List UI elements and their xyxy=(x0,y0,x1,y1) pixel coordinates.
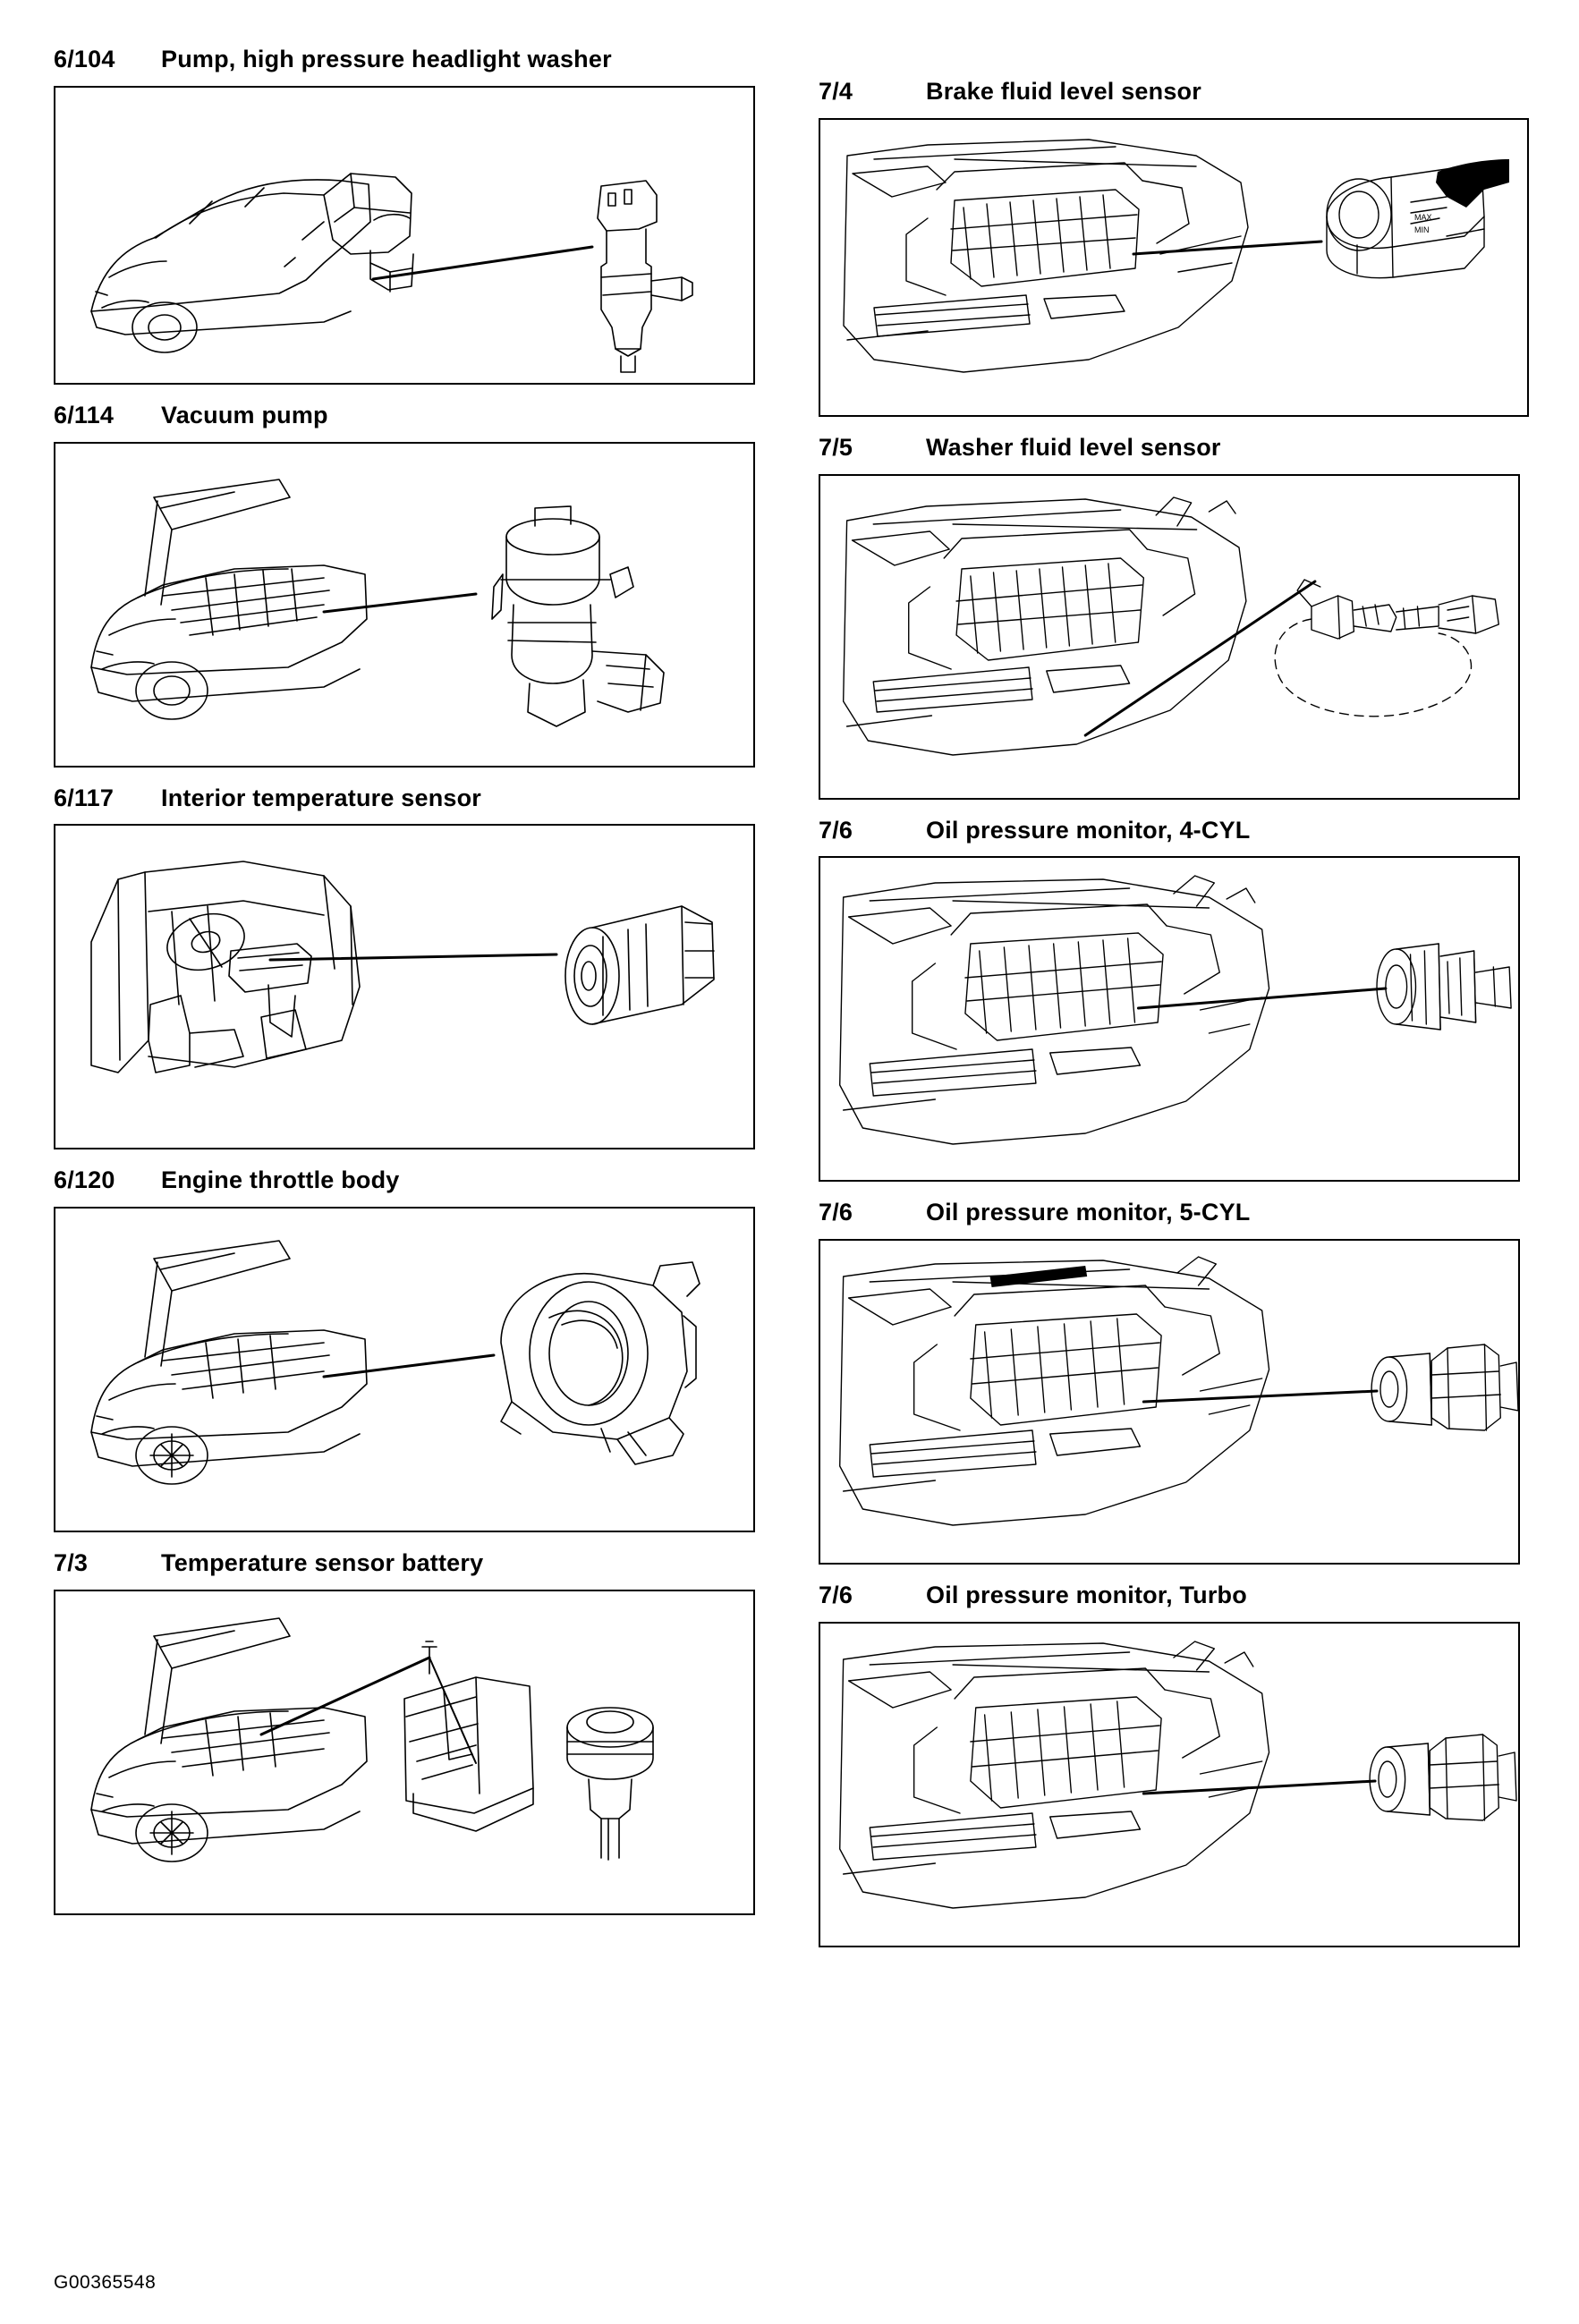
right-column xyxy=(819,77,1525,1964)
figure-interior-temperature-sensor xyxy=(54,824,755,1149)
entry-title: Brake fluid level sensor xyxy=(926,78,1201,105)
entry-number: 7/4 xyxy=(819,78,853,105)
entry-number: 7/3 xyxy=(54,1549,89,1576)
svg-text:MAX: MAX xyxy=(1414,212,1432,222)
entry-number: 7/6 xyxy=(819,816,853,844)
entry-oil-pressure-monitor-turbo xyxy=(819,1581,1525,1947)
document-footer-code: G00365548 xyxy=(54,2272,157,2293)
entry-number: 7/6 xyxy=(819,1199,853,1226)
entry-brake-fluid-level-sensor xyxy=(819,77,1525,417)
entry-number: 7/5 xyxy=(819,433,853,461)
figure-washer-fluid-level-sensor xyxy=(819,474,1520,800)
figure-vacuum-pump xyxy=(54,442,755,768)
figure-pump-high-pressure-headlight-washer xyxy=(54,86,755,385)
entry-number: 7/6 xyxy=(819,1582,853,1608)
entry-vacuum-pump xyxy=(54,401,765,768)
entry-title: Interior temperature sensor xyxy=(161,784,482,811)
figure-brake-fluid-level-sensor xyxy=(819,118,1529,417)
figure-oil-pressure-monitor-4cyl xyxy=(819,856,1520,1182)
entry-number: 6/104 xyxy=(54,46,115,72)
entry-header xyxy=(54,401,765,431)
entry-title: Pump, high pressure headlight washer xyxy=(161,46,612,72)
entry-header xyxy=(54,1548,765,1579)
left-column xyxy=(54,45,765,1964)
entry-title: Oil pressure monitor, Turbo xyxy=(926,1582,1247,1608)
entry-oil-pressure-monitor-5cyl xyxy=(819,1198,1525,1565)
entry-header xyxy=(54,1166,765,1196)
entry-pump-high-pressure-headlight-washer xyxy=(54,45,765,385)
entry-temperature-sensor-battery xyxy=(54,1548,765,1915)
entry-title: Washer fluid level sensor xyxy=(926,433,1221,461)
entry-header xyxy=(819,77,1525,107)
entry-title: Oil pressure monitor, 4-CYL xyxy=(926,816,1251,844)
entry-interior-temperature-sensor xyxy=(54,784,765,1150)
entry-oil-pressure-monitor-4cyl xyxy=(819,816,1525,1183)
entry-title: Oil pressure monitor, 5-CYL xyxy=(926,1199,1251,1226)
figure-oil-pressure-monitor-turbo xyxy=(819,1622,1520,1947)
entry-header xyxy=(819,1581,1525,1611)
entry-number: 6/120 xyxy=(54,1166,115,1194)
svg-text:MIN: MIN xyxy=(1414,225,1430,234)
entry-title: Temperature sensor battery xyxy=(161,1549,484,1576)
entry-header xyxy=(54,784,765,814)
entry-washer-fluid-level-sensor xyxy=(819,433,1525,800)
figure-temperature-sensor-battery xyxy=(54,1590,755,1915)
figure-engine-throttle-body xyxy=(54,1207,755,1532)
entry-number: 6/117 xyxy=(54,784,115,811)
figure-oil-pressure-monitor-5cyl xyxy=(819,1239,1520,1565)
entry-title: Engine throttle body xyxy=(161,1166,400,1194)
entry-header xyxy=(54,45,765,75)
entry-header xyxy=(819,433,1525,463)
entry-title: Vacuum pump xyxy=(161,401,328,428)
entry-number: 6/114 xyxy=(54,401,115,428)
entry-header xyxy=(819,816,1525,846)
entry-engine-throttle-body xyxy=(54,1166,765,1532)
two-column-layout xyxy=(54,45,1525,1964)
entry-header xyxy=(819,1198,1525,1228)
